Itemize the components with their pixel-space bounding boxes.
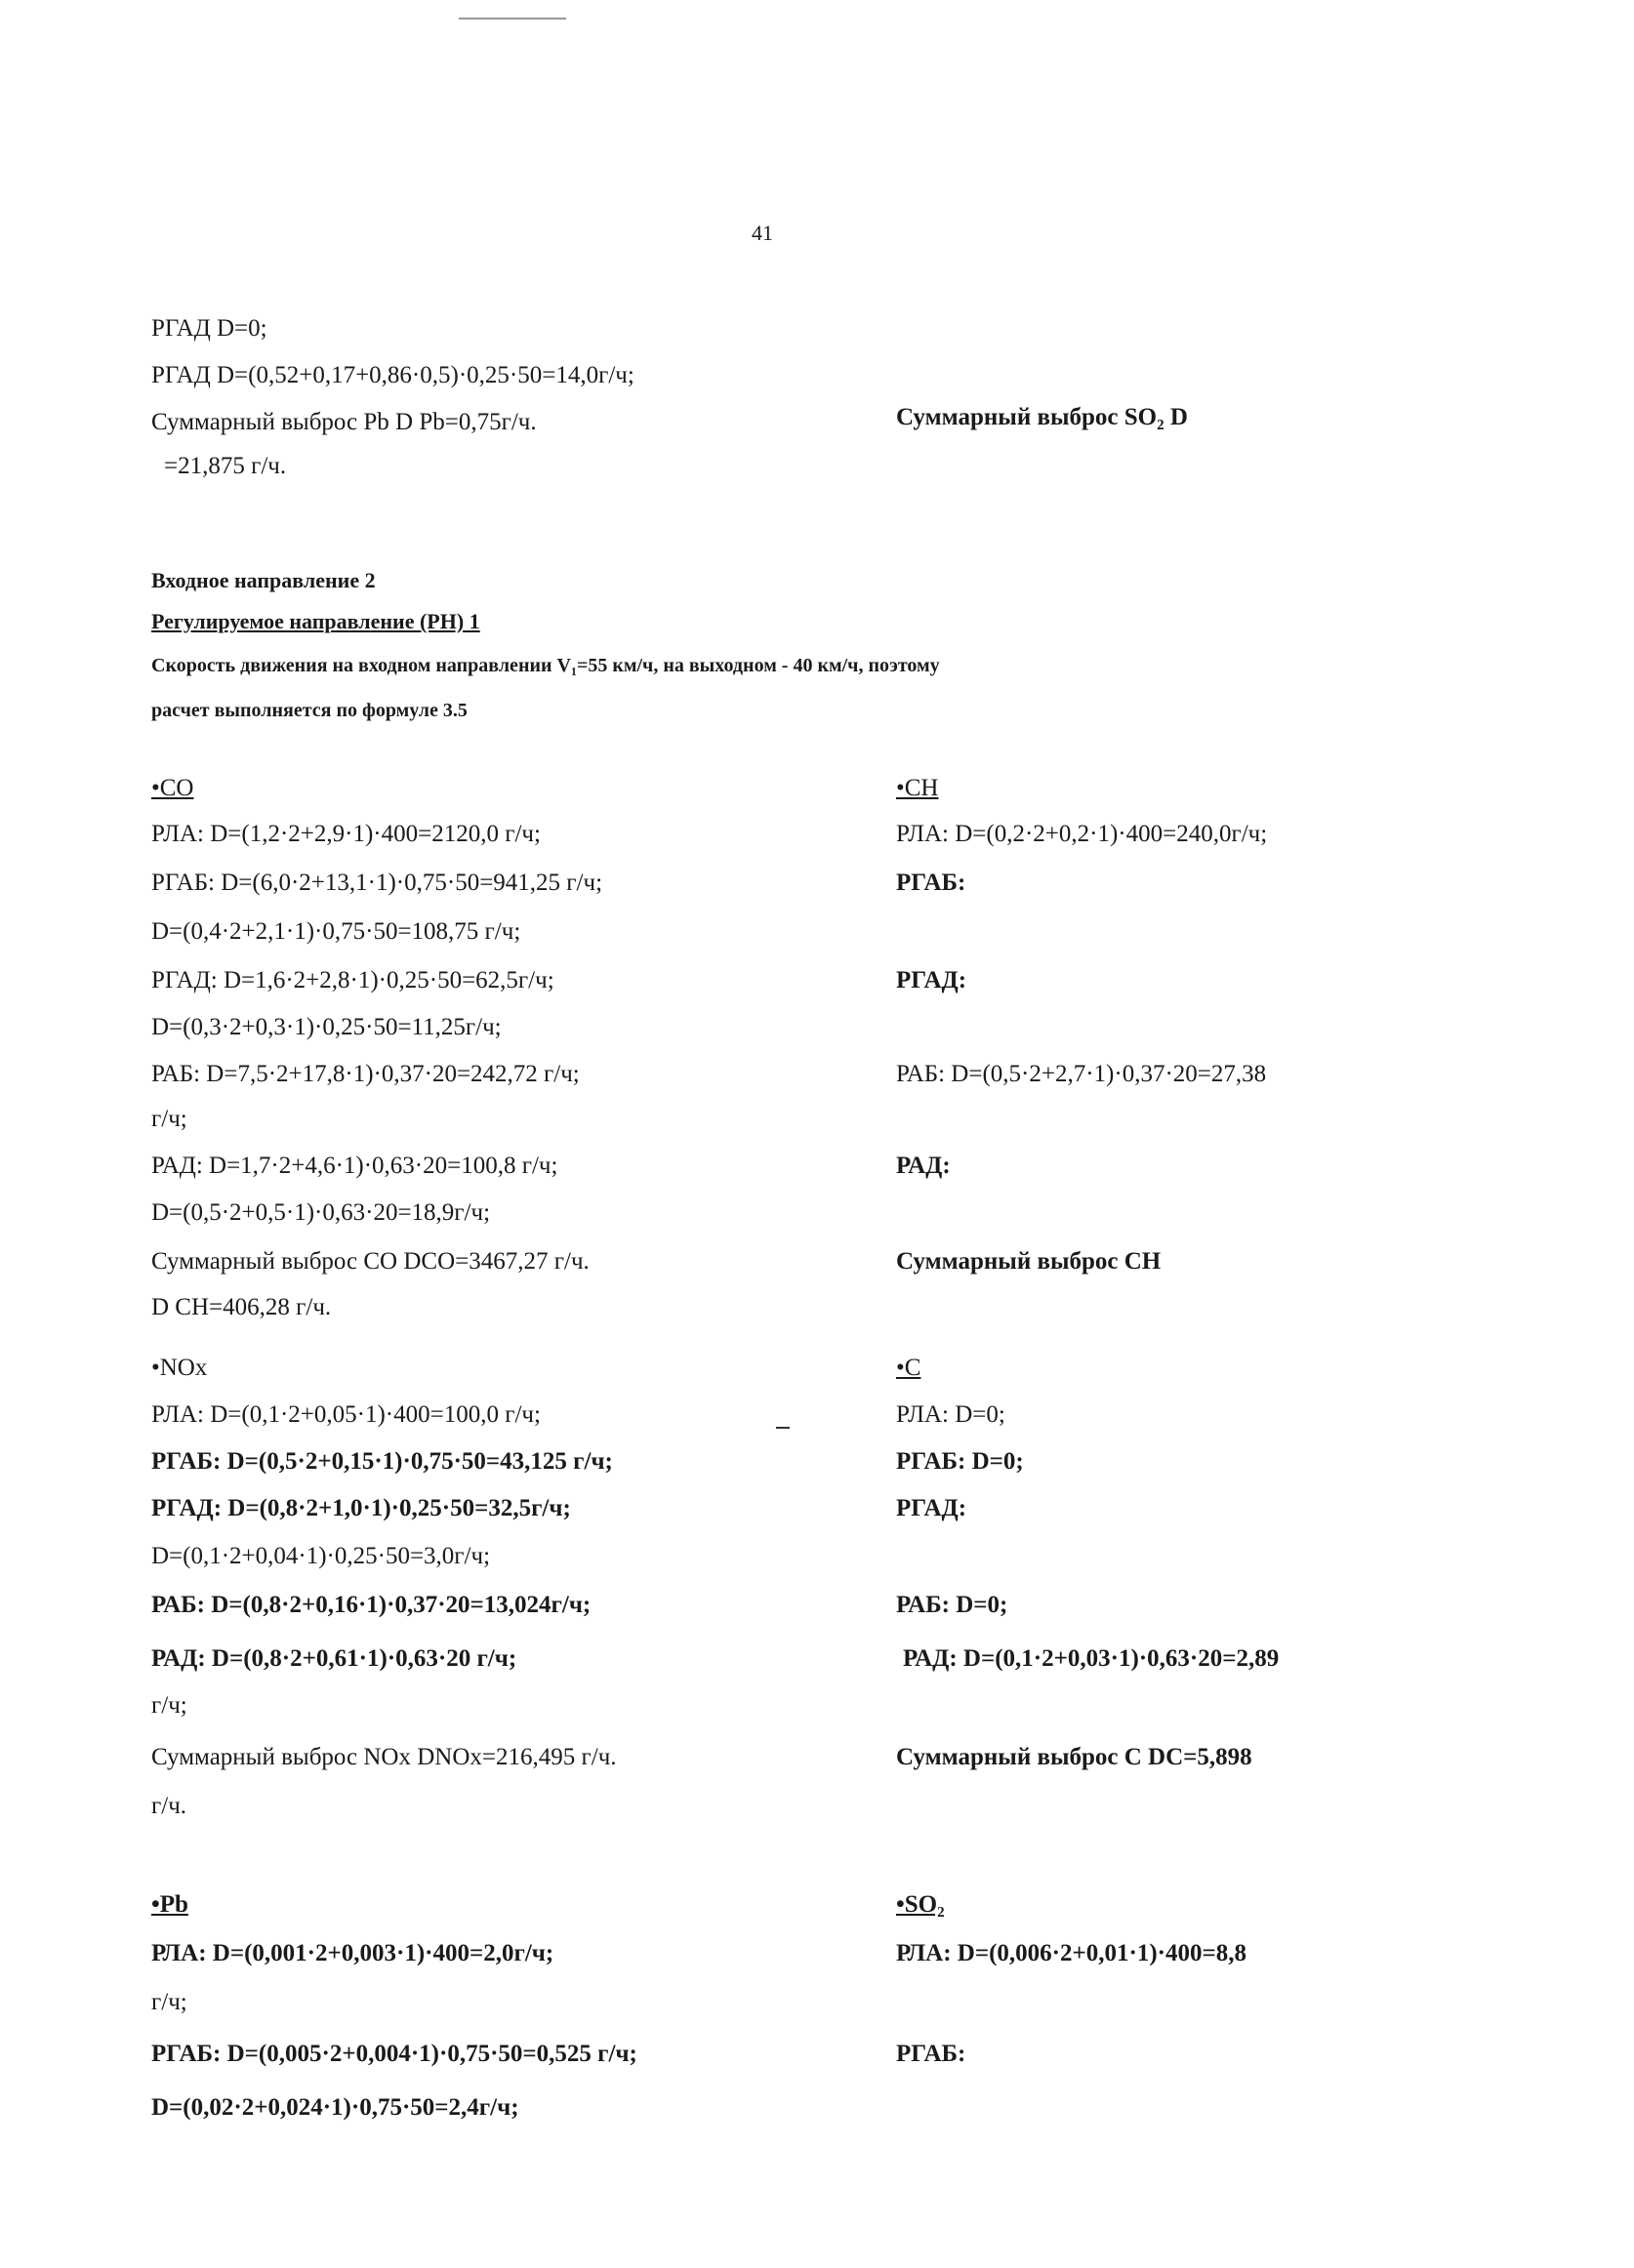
c-line-6: Суммарный выброс C DC=5,898	[896, 1744, 1252, 1770]
pb-line-4: D=(0,02·2+0,024·1)·0,75·50=2,4г/ч;	[151, 2094, 519, 2121]
co-line-8: РАД: D=1,7·2+4,6·1)·0,63·20=100,8 г/ч;	[151, 1153, 558, 1179]
top-line-3: Суммарный выброс Pb D Pb=0,75г/ч.	[151, 409, 537, 435]
nox-line-8: Суммарный выброс NOx DNOx=216,495 г/ч.	[151, 1744, 617, 1770]
c-line-2: РГАБ: D=0;	[896, 1448, 1024, 1475]
nox-line-5: РАБ: D=(0,8·2+0,16·1)·0,37·20=13,024г/ч;	[151, 1592, 592, 1618]
co-line-4: РГАД: D=1,6·2+2,8·1)·0,25·50=62,5г/ч;	[151, 967, 554, 993]
ch-line-6: Суммарный выброс CH	[896, 1248, 1162, 1275]
section-paragraph-2: расчет выполняется по формуле 3.5	[151, 700, 468, 721]
scan-dash	[776, 1427, 790, 1429]
section-paragraph-1: Скорость движения на входном направлении V₁=55 км/ч, на выходном - 40 км/ч, поэтому	[151, 655, 940, 676]
pb-line-3: РГАБ: D=(0,005·2+0,004·1)·0,75·50=0,525 г/ч;	[151, 2041, 637, 2067]
so2-heading: •SO₂	[896, 1891, 945, 1918]
top-line-1: РГАД D=0;	[151, 315, 267, 342]
nox-line-2: РГАБ: D=(0,5·2+0,15·1)·0,75·50=43,125 г/ч;	[151, 1448, 613, 1475]
co-heading: •CO	[151, 775, 194, 801]
pb-line-2: г/ч;	[151, 1989, 187, 2015]
pb-heading: •Pb	[151, 1891, 188, 1918]
c-line-1: РЛА: D=0;	[896, 1401, 1005, 1428]
section-heading-2: Регулируемое направление (РН) 1	[151, 609, 480, 633]
ch-line-3: РГАД:	[896, 967, 967, 993]
co-line-9: D=(0,5·2+0,5·1)·0,63·20=18,9г/ч;	[151, 1199, 491, 1226]
top-line-4: =21,875 г/ч.	[164, 453, 287, 479]
so2-line-1: РЛА: D=(0,006·2+0,01·1)·400=8,8	[896, 1940, 1246, 1966]
top-line-2: РГАД D=(0,52+0,17+0,86·0,5)·0,25·50=14,0г/ч;	[151, 362, 634, 388]
ch-line-2: РГАБ:	[896, 870, 966, 896]
nox-line-4: D=(0,1·2+0,04·1)·0,25·50=3,0г/ч;	[151, 1543, 491, 1569]
nox-line-3: РГАД: D=(0,8·2+1,0·1)·0,25·50=32,5г/ч;	[151, 1495, 571, 1521]
co-line-3: D=(0,4·2+2,1·1)·0,75·50=108,75 г/ч;	[151, 918, 521, 945]
co-line-10: Суммарный выброс CO DCO=3467,27 г/ч.	[151, 1248, 590, 1275]
ch-line-5: РАД:	[896, 1153, 951, 1179]
co-line-6: РАБ: D=7,5·2+17,8·1)·0,37·20=242,72 г/ч;	[151, 1061, 580, 1087]
c-line-4: РАБ: D=0;	[896, 1592, 1008, 1618]
nox-line-6: РАД: D=(0,8·2+0,61·1)·0,63·20 г/ч;	[151, 1645, 517, 1672]
co-line-2: РГАБ: D=(6,0·2+13,1·1)·0,75·50=941,25 г/ч;	[151, 870, 603, 896]
nox-line-7: г/ч;	[151, 1692, 187, 1719]
top-scan-line	[459, 18, 566, 20]
pb-line-1: РЛА: D=(0,001·2+0,003·1)·400=2,0г/ч;	[151, 1940, 554, 1966]
top-line-3-right: Суммарный выброс SO₂ D	[896, 404, 1188, 430]
ch-heading: •CH	[896, 775, 939, 801]
section-heading-1: Входное направление 2	[151, 568, 376, 592]
co-line-11: D CH=406,28 г/ч.	[151, 1294, 332, 1320]
c-heading: •C	[896, 1355, 921, 1381]
ch-line-4: РАБ: D=(0,5·2+2,7·1)·0,37·20=27,38	[896, 1061, 1267, 1087]
so2-line-2: РГАБ:	[896, 2041, 966, 2067]
c-line-3: РГАД:	[896, 1495, 967, 1521]
nox-heading: •NOx	[151, 1355, 208, 1381]
co-line-1: РЛА: D=(1,2·2+2,9·1)·400=2120,0 г/ч;	[151, 821, 541, 847]
nox-line-1: РЛА: D=(0,1·2+0,05·1)·400=100,0 г/ч;	[151, 1401, 541, 1428]
c-line-5: РАД: D=(0,1·2+0,03·1)·0,63·20=2,89	[903, 1645, 1280, 1672]
page-number: 41	[752, 221, 773, 245]
co-line-5: D=(0,3·2+0,3·1)·0,25·50=11,25г/ч;	[151, 1014, 502, 1040]
ch-line-1: РЛА: D=(0,2·2+0,2·1)·400=240,0г/ч;	[896, 821, 1268, 847]
co-line-7: г/ч;	[151, 1106, 187, 1132]
nox-line-9: г/ч.	[151, 1793, 187, 1819]
